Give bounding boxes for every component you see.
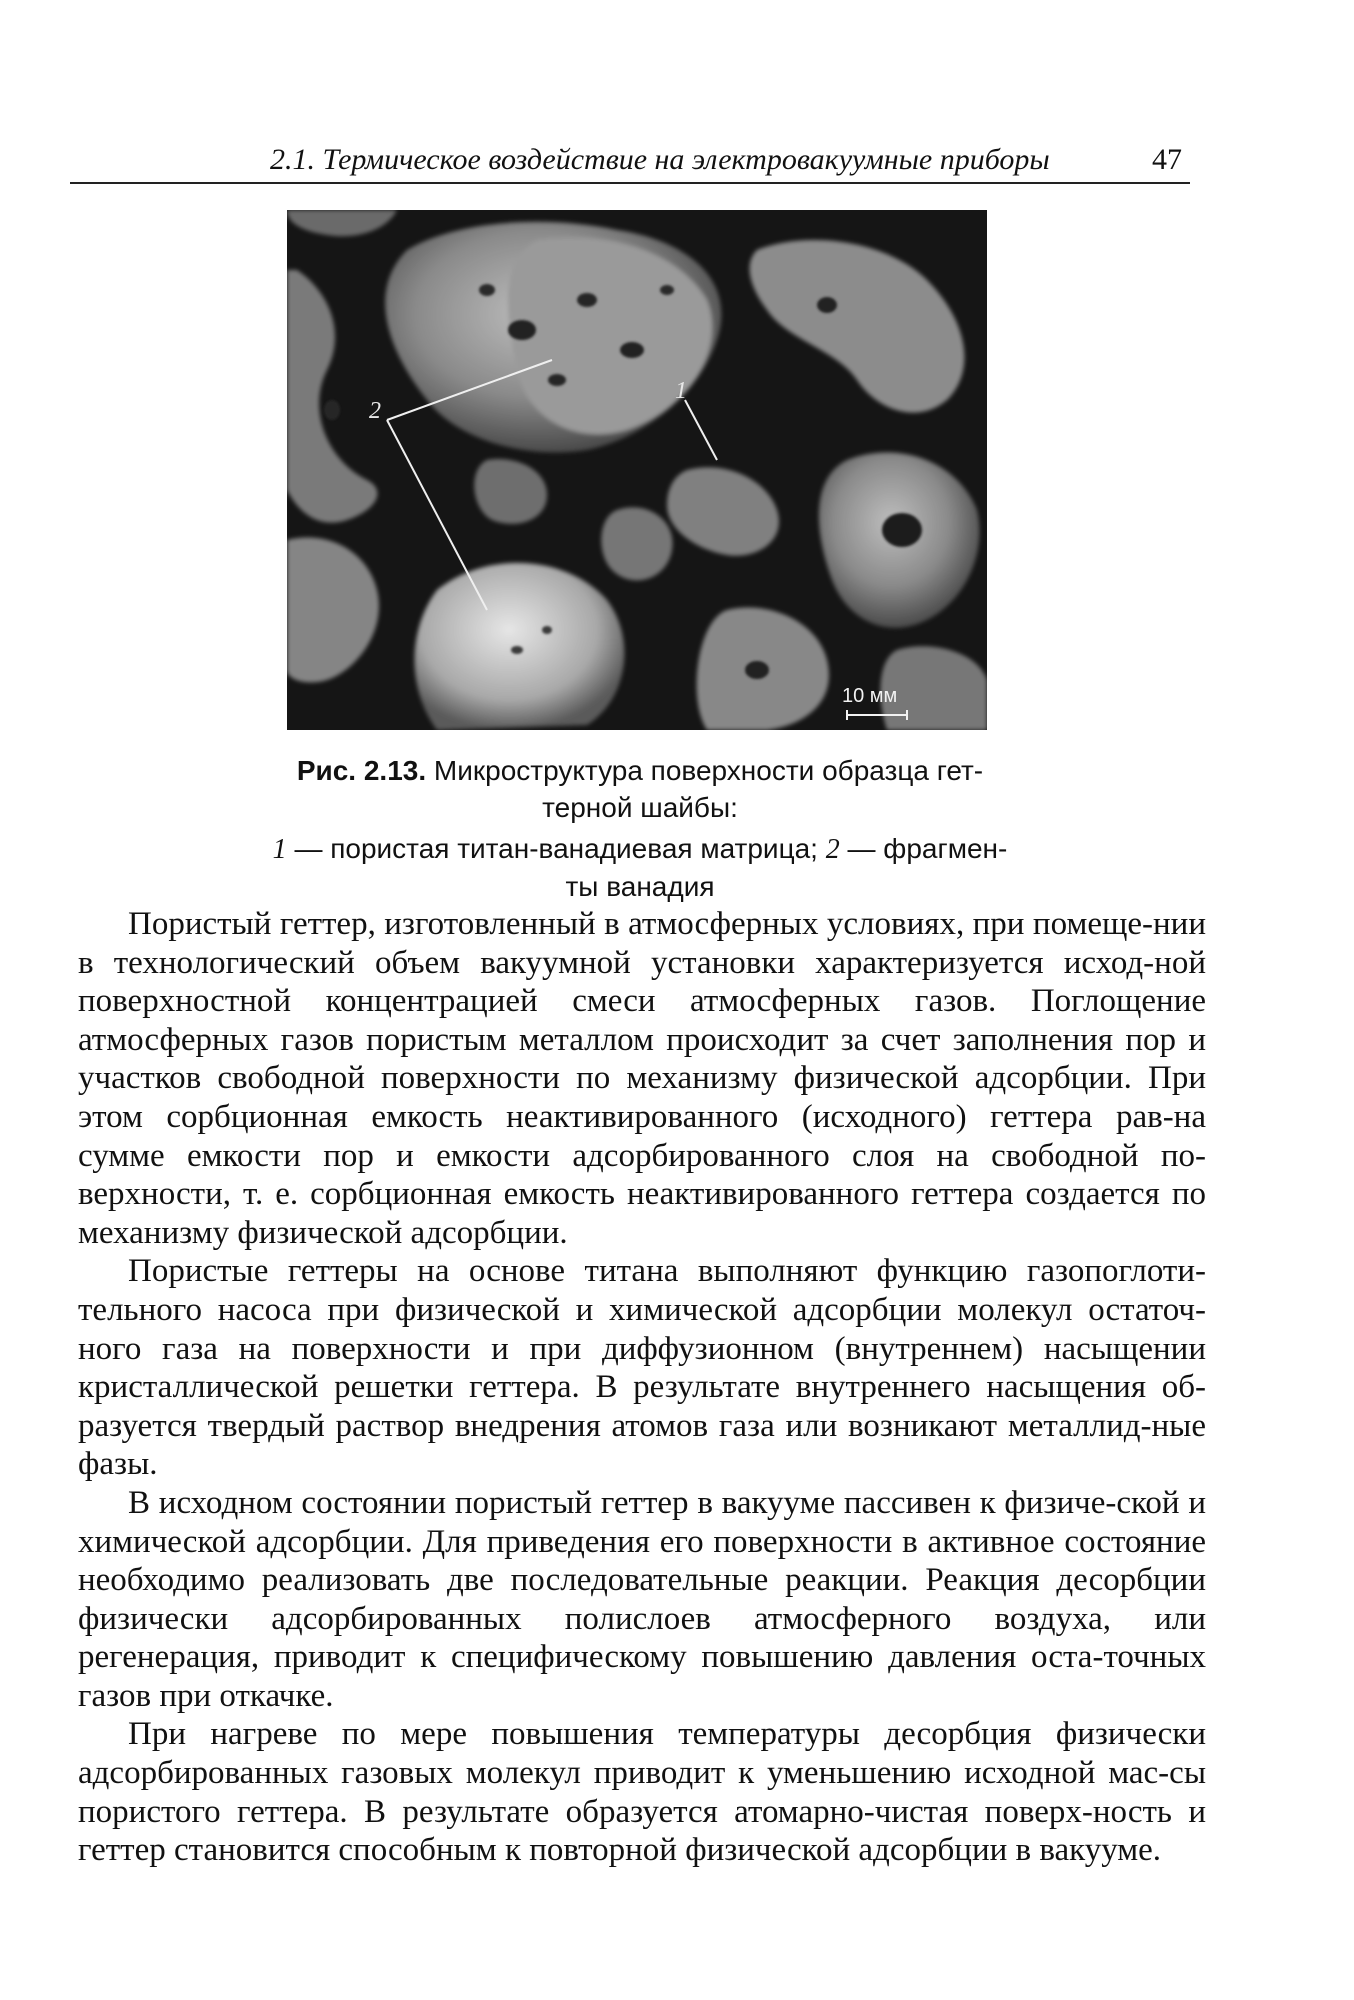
body-text xyxy=(78,905,1206,1870)
caption-title-line xyxy=(270,752,1010,826)
caption-title: Микроструктура поверхности образца гет-терной шайбы: xyxy=(433,755,984,823)
page-number: 47 xyxy=(1152,143,1182,176)
scale-bar-label: 10 мм xyxy=(842,685,898,707)
header-title: 2.1. Термическое воздействие на электровакуумные приборы xyxy=(270,143,1050,176)
legend-number-1: 1 xyxy=(272,834,287,865)
legend-text-1: — пористая титан-ванадиевая матрица; xyxy=(294,833,818,864)
legend-number-2: 2 xyxy=(825,834,840,865)
paragraph-1: Пористый геттер, изготовленный в атмосферных условиях, при помеще-нии в технологический объем вакуумной установки характеризуется исход-ной поверхностной концентрацией смеси атмосферных газов. Поглощение атмосферных газов пористым металлом происходит за счет заполнения пор и участков свободной поверхности по механизму физической адсорбции. При этом сорбционная емкость неактивированного (исходного) геттера рав-на сумме емкости пор и емкости адсорбированного слоя на свободной по-верхности, т. е. сорбционная емкость неактивированного геттера создается по механизму физической адсорбции. xyxy=(78,906,1206,1251)
running-header xyxy=(70,140,1190,184)
figure-caption xyxy=(270,752,1010,905)
figure-label-2: 2 xyxy=(369,398,381,424)
legend-text-2: — фрагмен-ты ванадия xyxy=(565,833,1008,902)
micrograph-image xyxy=(287,210,987,730)
scale-bar xyxy=(842,685,907,720)
paragraph-2: Пористые геттеры на основе титана выполняют функцию газопоглоти-тельного насоса при физической и химической адсорбции молекул остаточ-ного газа на поверхности и при диффузионном (внутреннем) насыщении кристаллической решетки геттера. В результате внутреннего насыщения об-разуется твердый раствор внедрения атомов газа или возникают металлид-ные фазы. xyxy=(78,1253,1206,1483)
paragraph-3: В исходном состоянии пористый геттер в вакууме пассивен к физиче-ской и химической адсорбции. Для приведения его поверхности в активное состояние необходимо реализовать две последовательные реакции. Реакция десорбции физически адсорбированных полислоев атмосферного воздуха, или регенерация, приводит к специфическому повышению давления оста-точных газов при откачке. xyxy=(78,1484,1206,1714)
micrograph-figure xyxy=(287,210,987,730)
caption-legend xyxy=(270,830,1010,905)
paragraph-4: При нагреве по мере повышения температуры десорбция физически адсорбированных газовых молекул приводит к уменьшению исходной мас-сы пористого геттера. В результате образуется атомарно-чистая поверх-ность и геттер становится способным к повторной физической адсорбции в вакууме. xyxy=(78,1716,1206,1869)
caption-figure-number: Рис. 2.13. xyxy=(296,755,427,786)
figure-label-1: 1 xyxy=(675,378,687,404)
